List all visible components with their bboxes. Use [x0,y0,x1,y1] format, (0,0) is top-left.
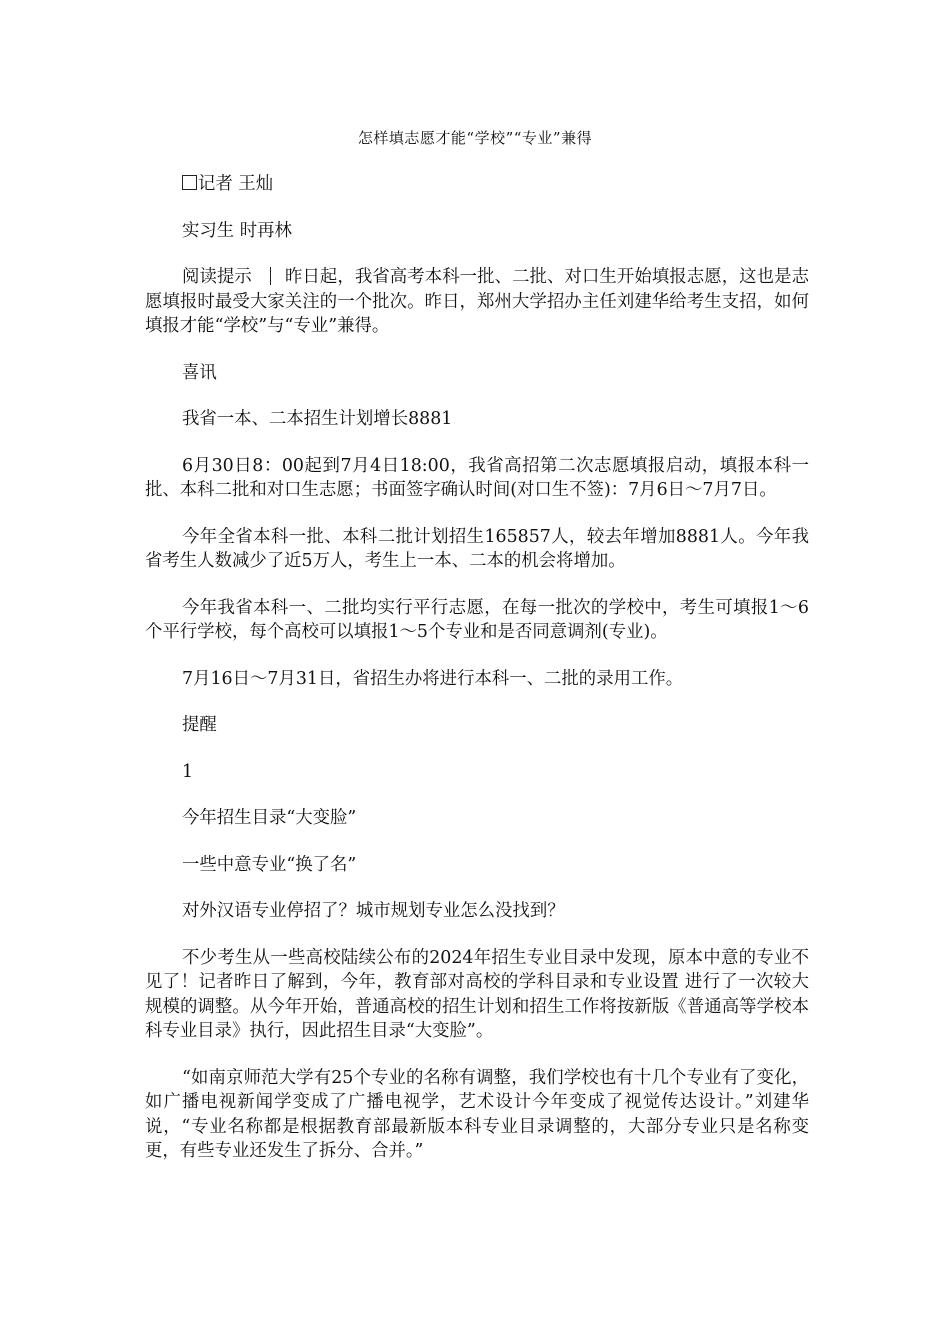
box-icon [182,175,197,190]
reading-tip-text: 昨日起，我省高考本科一批、二批、对口生开始填报志愿，这也是志愿填报时最受大家关注的一个批次。昨日，郑州大学招办主任刘建华给考生支招，如何填报才能“学校”与“专业”兼得。 [145,267,809,336]
item-headline: 今年招生目录“大变脸” [182,808,357,828]
news-paragraph: 6月30日8：00起到7月4日18:00，我省高招第二次志愿填报启动，填报本科一批、本科二批和对口生志愿；书面签字确认时间(对口生不签)：7月6日～7月7日。 [145,455,809,500]
news-paragraph: 7月16日～7月31日，省招生办将进行本科一、二批的录用工作。 [182,668,684,689]
article-title: 怎样填志愿才能“学校”“专业”兼得 [357,129,593,147]
byline-reporter: 记者 王灿 [145,172,809,197]
item-number: 1 [182,761,194,782]
item-paragraph: 不少考生从一些高校陆续公布的2024年招生专业目录中发现，原本中意的专业不见了！记者昨日了解到，今年，教育部对高校的学科目录和专业设置 进行了一次较大规模的调整。从今年开始，普通高校的招生计划和招生工作将按新版《普通高等学校本科专业目录》执行，因此招生目录“大变脸”。 [145,947,809,1041]
item-paragraph: “如南京师范大学有25个专业的名称有调整，我们学校也有十几个专业有了变化，如广播电视新闻学变成了广播电视学，艺术设计今年变成了视觉传达设计。”刘建华说，“专业名称都是根据教育部最新版本科专业目录调整的，大部分专业只是名称变更，有些专业还发生了拆分、合并。” [145,1067,809,1161]
news-headline: 我省一本、二本招生计划增长8881 [182,409,453,429]
news-paragraph: 今年全省本科一批、本科二批计划招生165857人，较去年增加8881人。今年我省考生人数减少了近5万人，考生上一本、二本的机会将增加。 [145,526,809,571]
section-heading-news: 喜讯 [182,362,217,383]
reading-tip-label: 阅读提示 [182,267,252,287]
item-question: 对外汉语专业停招了？城市规划专业怎么没找到？ [182,901,565,921]
article-body [145,172,809,1186]
news-paragraph: 今年我省本科一、二批均实行平行志愿，在每一批次的学校中，考生可填报1～6个平行学校，每个高校可以填报1～5个专业和是否同意调剂(专业)。 [145,597,809,642]
section-heading-remind: 提醒 [182,715,217,735]
byline-intern: 实习生 时再林 [182,220,292,241]
item-subheadline: 一些中意专业“换了名” [182,854,357,875]
reading-tip [145,265,809,339]
divider-bar [270,267,271,285]
